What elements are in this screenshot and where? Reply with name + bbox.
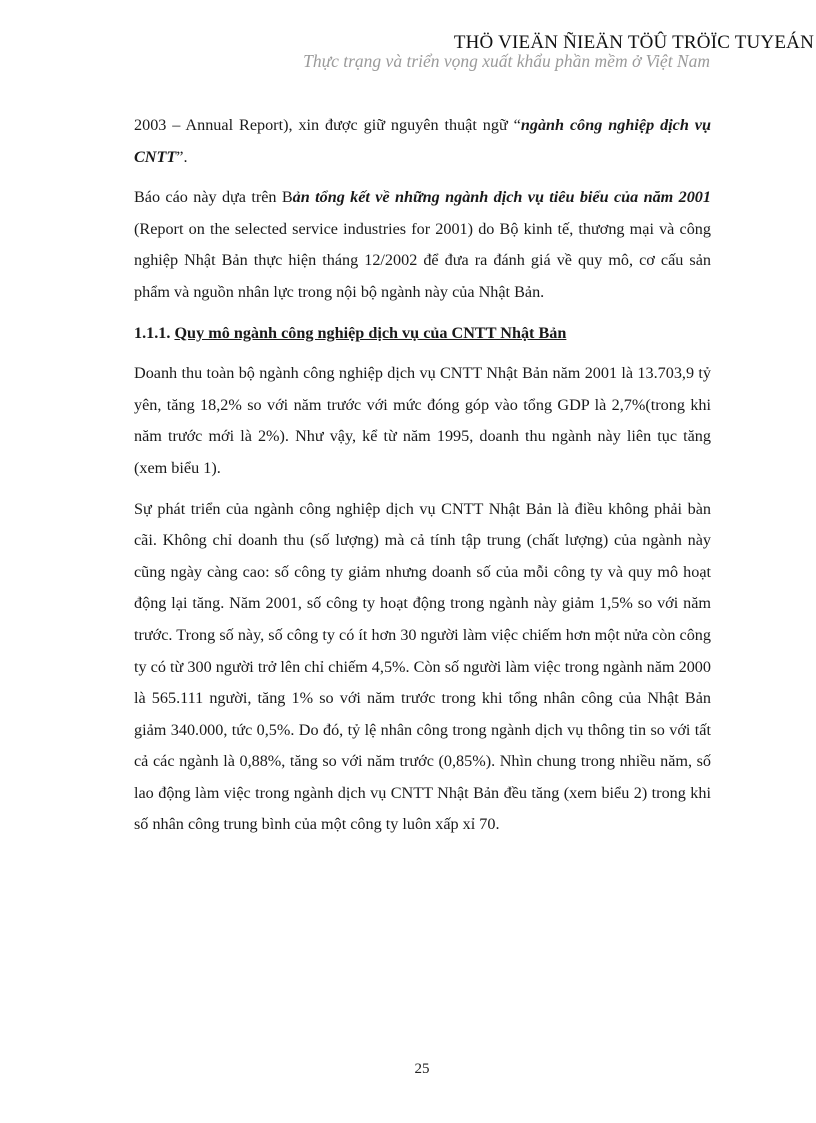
paragraph-1 [134, 110, 711, 173]
paragraph-1-term: ngành công nghiệp dịch vụ CNTT [134, 116, 711, 166]
running-header: Thực trạng và triển vọng xuất khẩu phần mềm ở Việt Nam [303, 51, 710, 71]
page-number: 25 [414, 1061, 430, 1077]
section-heading [134, 318, 711, 350]
paragraph-2-report-title: ản tổng kết về những ngành dịch vụ tiêu biểu của năm 2001 [292, 188, 711, 207]
paragraph-3: Doanh thu toàn bộ ngành công nghiệp dịch vụ CNTT Nhật Bản năm 2001 là 13.703,9 tỷ yên, tăng 18,2% so với năm trước với mức đóng góp vào tổng GDP là 2,7%(trong khi năm trước mới là 2%). Như vậy, kể từ năm 1995, doanh thu ngành này liên tục tăng (xem biểu 1). [134, 364, 711, 477]
section-title: Quy mô ngành công nghiệp dịch vụ của CNTT Nhật Bản [174, 323, 567, 342]
section-number: 1.1.1. [134, 323, 171, 342]
library-watermark: THÖ VIEÄN ÑIEÄN TÖÛ TRÖÏC TUYEÁN [453, 32, 814, 53]
paragraph-2-text: (Report on the selected service industries for 2001) do Bộ kinh tế, thương mại và công nghiệp Nhật Bản thực hiện tháng 12/2002 để đưa ra đánh giá về quy mô, cơ cấu sản phẩm và nguồn nhân lực trong nội bộ ngành này của Nhật Bản. [134, 219, 711, 301]
paragraph-4: Sự phát triển của ngành công nghiệp dịch vụ CNTT Nhật Bản là điều không phải bàn cãi. Không chỉ doanh thu (số lượng) mà cả tính tập trung (chất lượng) của ngành này cũng ngày càng cao: số công ty giảm nhưng doanh số của mỗi công ty và quy mô hoạt động lại tăng. Năm 2001, số công ty hoạt động trong ngành này giảm 1,5% so với năm trước. Trong số này, số công ty có ít hơn 30 người làm việc chiếm hơn một nửa còn công ty có từ 300 người trở lên chỉ chiếm 4,5%. Còn số người làm việc trong ngành năm 2000 là 565.111 người, tăng 1% so với năm trước trong khi tổng nhân công của Nhật Bản giảm 340.000, tức 0,5%. Do đó, tỷ lệ nhân công trong ngành dịch vụ thông tin so với tất cả các ngành là 0,88%, tăng so với năm trước (0,85%). Nhìn chung trong nhiều năm, số lao động làm việc trong ngành dịch vụ CNTT Nhật Bản đều tăng (xem biểu 2) trong khi số nhân công trung bình của một công ty luôn xấp xỉ 70. [134, 499, 711, 834]
paragraph-2-lead: Báo cáo này dựa trên B [134, 188, 293, 207]
paragraph-2 [134, 182, 711, 308]
paragraph-1-text: 2003 – Annual Report), xin được giữ nguyên thuật ngữ “ [134, 116, 521, 134]
document-body [134, 110, 711, 850]
paragraph-1-end: ”. [176, 147, 188, 166]
